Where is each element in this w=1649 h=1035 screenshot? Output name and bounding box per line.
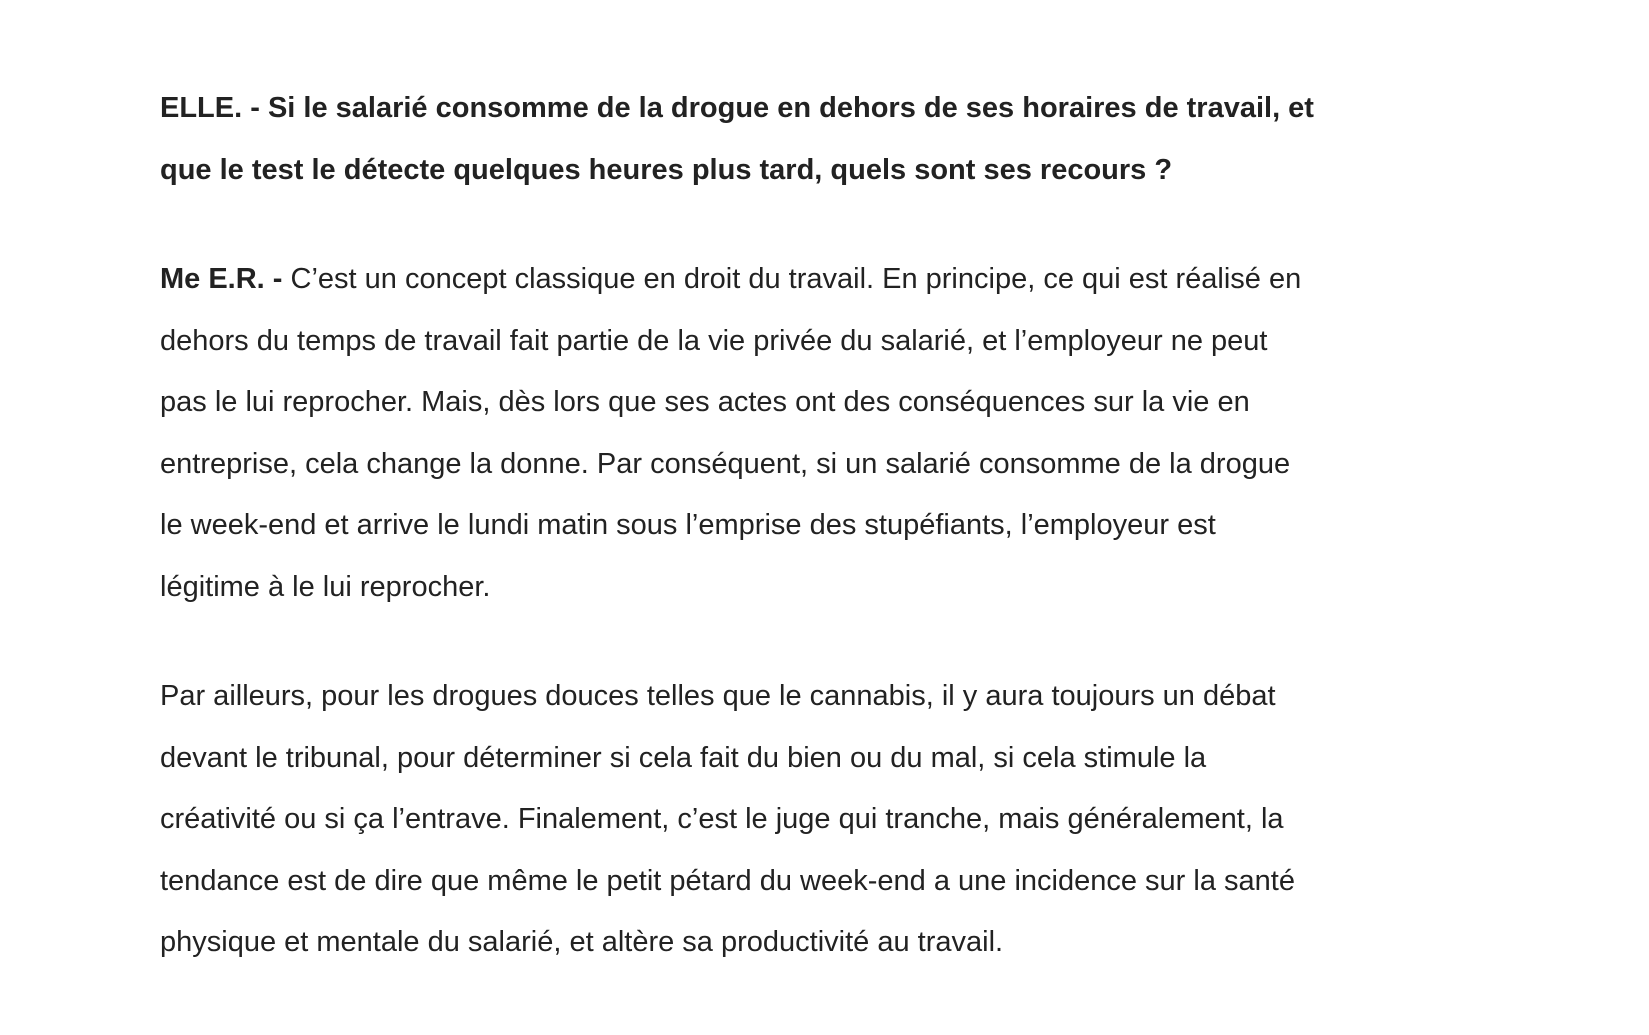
document-body bbox=[160, 78, 1520, 974]
answer-1-line-5: le week-end et arrive le lundi matin sous l’emprise des stupéfiants, l’employeur est bbox=[160, 509, 1216, 541]
interview-answer-2 bbox=[160, 666, 1520, 974]
answer-2-line-5: physique et mentale du salarié, et altère sa productivité au travail. bbox=[160, 926, 1004, 958]
question-line-1: ELLE. - Si le salarié consomme de la drogue en dehors de ses horaires de travail, et bbox=[160, 92, 1314, 124]
answer-2-line-2: devant le tribunal, pour déterminer si cela fait du bien ou du mal, si cela stimule la bbox=[160, 741, 1207, 774]
speaker-label: Me E.R. - bbox=[160, 263, 283, 295]
answer-1-line-2: dehors du temps de travail fait partie de la vie privée du salarié, et l’employeur ne peut bbox=[160, 324, 1268, 357]
question-line-2: que le test le détecte quelques heures plus tard, quels sont ses recours ? bbox=[160, 153, 1173, 186]
interview-question bbox=[160, 78, 1520, 201]
interview-answer-1 bbox=[160, 249, 1520, 618]
answer-2-line-3: créativité ou si ça l’entrave. Finalement, c’est le juge qui tranche, mais généralement, la bbox=[160, 803, 1284, 835]
answer-1-line-1 bbox=[160, 249, 1520, 311]
answer-2-line-4: tendance est de dire que même le petit pétard du week-end a une incidence sur la santé bbox=[160, 864, 1295, 897]
answer-1-first-line-text: C’est un concept classique en droit du travail. En principe, ce qui est réalisé en bbox=[282, 263, 1302, 295]
answer-1-line-4: entreprise, cela change la donne. Par conséquent, si un salarié consomme de la drogue bbox=[160, 447, 1291, 480]
answer-1-line-3: pas le lui reprocher. Mais, dès lors que ses actes ont des conséquences sur la vie en bbox=[160, 386, 1250, 418]
answer-1-line-6: légitime à le lui reprocher. bbox=[160, 570, 491, 603]
answer-2-line-1: Par ailleurs, pour les drogues douces telles que le cannabis, il y aura toujours un débat bbox=[160, 680, 1276, 712]
